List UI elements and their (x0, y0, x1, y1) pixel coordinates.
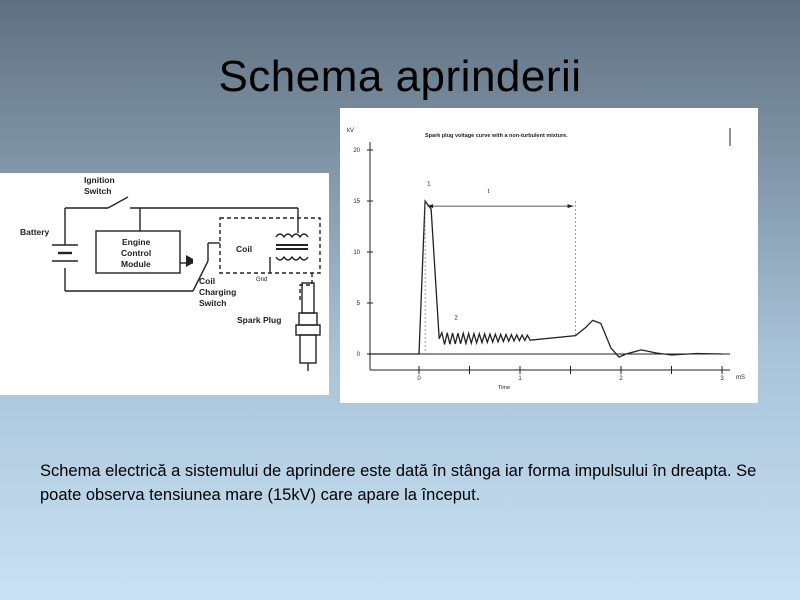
coil-primary-winding (276, 234, 308, 237)
coil-charging-label-2: Charging (199, 287, 237, 297)
x-tick-label: 2 (619, 376, 623, 382)
slide-title: Schema aprinderii (218, 52, 582, 101)
coil-charging-label-3: Switch (199, 298, 227, 308)
ignition-switch-label-1: Ignition (84, 175, 115, 185)
ignition-switch-blade (108, 197, 128, 208)
voltage-curve (369, 201, 723, 357)
gnd-label: Gnd (256, 277, 268, 283)
spark-plug-hex (296, 325, 320, 335)
x-tick-label: 1 (518, 376, 522, 382)
y-tick-label: 20 (353, 148, 360, 154)
chart-annotation: 1 (427, 181, 431, 188)
coil-secondary-winding (276, 257, 308, 260)
ecm-arrow-head (186, 255, 193, 267)
x-tick-label: 3 (720, 376, 724, 382)
chart-title: Spark plug voltage curve with a non-turbulent mixture. (425, 133, 568, 139)
spark-plug-body (300, 335, 316, 363)
ecm-label-2: Control (121, 248, 152, 258)
duration-arrow-head-right (568, 204, 574, 208)
chart-annotation: 2 (454, 315, 458, 322)
chart-annotation: t (487, 188, 490, 195)
x-unit-label: mS (736, 375, 745, 381)
chart-svg (340, 108, 758, 403)
y-tick-label: 10 (353, 250, 360, 256)
coil-charging-label-1: Coil (199, 276, 216, 286)
y-tick-label: 15 (353, 199, 360, 205)
spark-voltage-chart (340, 108, 758, 403)
slide-caption: Schema electrică a sistemului de aprindere este dată în stânga iar forma impulsului în dreapta. Se poate observa tensiunea mare (15kV) care apare la început. (40, 462, 757, 504)
ecm-label-1: Engine (122, 237, 151, 247)
spark-plug-terminal (302, 283, 314, 313)
x-axis-label: Time (498, 385, 511, 391)
spark-plug-label: Spark Plug (237, 315, 282, 325)
ignition-circuit-diagram (0, 173, 329, 395)
y-tick-label: 5 (356, 301, 360, 307)
coil-label: Coil (236, 244, 253, 254)
x-tick-label: 0 (417, 376, 421, 382)
ignition-switch-label-2: Switch (84, 186, 112, 196)
y-axis-label: kV (347, 128, 355, 134)
ecm-label-3: Module (121, 259, 151, 269)
circuit-svg (0, 173, 329, 395)
y-tick-label: 0 (356, 352, 360, 358)
battery-label: Battery (20, 227, 50, 237)
spark-plug-insulator (299, 313, 317, 325)
